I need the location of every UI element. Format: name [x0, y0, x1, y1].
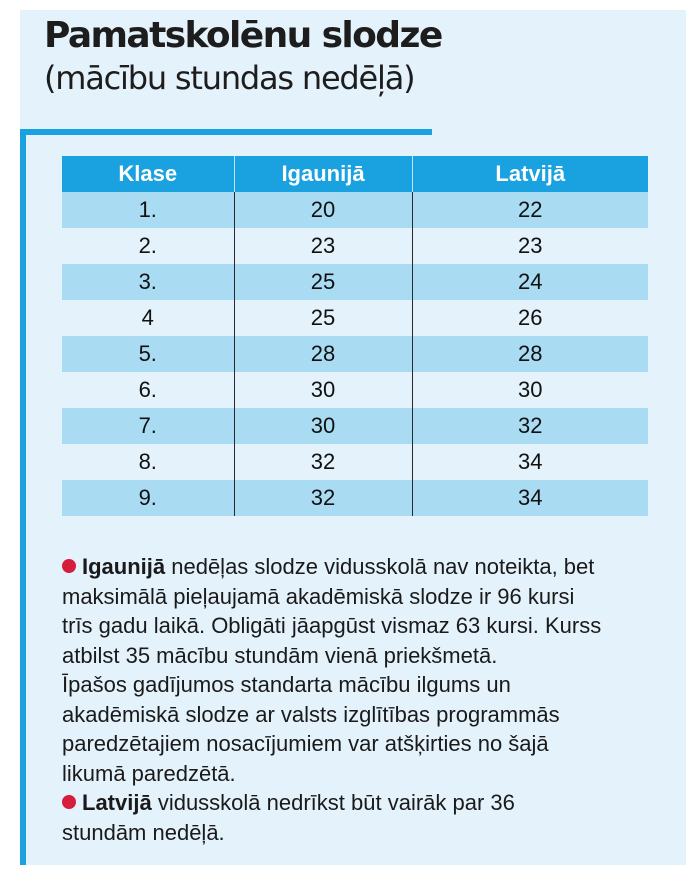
table-row: [62, 444, 648, 480]
cell-klase: 7.: [62, 408, 234, 444]
cell-latvija: 34: [412, 444, 648, 480]
column-header-latvija: Latvijā: [412, 156, 648, 192]
cell-latvija: 34: [412, 480, 648, 516]
cell-klase: 3.: [62, 264, 234, 300]
accent-rule-vertical: [20, 129, 26, 865]
note-line: vidusskolā nedrīkst būt vairāk par 36: [151, 790, 515, 815]
cell-latvija: 26: [412, 300, 648, 336]
note-lead-estonia: Igaunijā: [82, 554, 166, 579]
table-row: [62, 408, 648, 444]
note-line: paredzētajiem nosacījumiem var atšķirties no šajā: [62, 731, 549, 756]
cell-latvija: 22: [412, 192, 648, 228]
note-lead-latvia: Latvijā: [82, 790, 152, 815]
cell-igaunija: 25: [234, 300, 412, 336]
table-row: [62, 480, 648, 516]
cell-igaunija: 20: [234, 192, 412, 228]
table-row: [62, 300, 648, 336]
cell-latvija: 24: [412, 264, 648, 300]
cell-klase: 8.: [62, 444, 234, 480]
page-title: Pamatskolēnu slodze: [44, 15, 442, 56]
cell-latvija: 23: [412, 228, 648, 264]
table-row: [62, 336, 648, 372]
heading-block: [44, 15, 442, 97]
note-line: atbilst 35 mācību stundām vienā priekšmetā.: [62, 642, 498, 668]
table-header-row: [62, 156, 648, 192]
cell-igaunija: 32: [234, 480, 412, 516]
cell-klase: 9.: [62, 480, 234, 516]
table-row: [62, 228, 648, 264]
cell-igaunija: 28: [234, 336, 412, 372]
note-line: akadēmiskā slodze ar valsts izglītības programmās: [62, 701, 560, 727]
note-line: nedēļas slodze vidusskolā nav noteikta, bet: [165, 554, 595, 579]
column-header-igaunija: Igaunijā: [234, 156, 412, 192]
cell-latvija: 28: [412, 336, 648, 372]
cell-igaunija: 25: [234, 264, 412, 300]
bullet-dot-icon: [62, 559, 76, 573]
note-estonia: [62, 552, 662, 788]
cell-igaunija: 32: [234, 444, 412, 480]
cell-igaunija: 30: [234, 372, 412, 408]
note-line: maksimālā pieļaujamā akadēmiskā slodze ir 96 kursi: [62, 583, 575, 609]
note-latvia: [62, 788, 662, 847]
page-subtitle: (mācību stundas nedēļā): [44, 59, 415, 97]
cell-klase: 6.: [62, 372, 234, 408]
cell-klase: 4: [62, 300, 234, 336]
column-header-klase: Klase: [62, 156, 234, 192]
note-line: likumā paredzētā.: [62, 760, 236, 786]
table-row: [62, 264, 648, 300]
accent-rule-horizontal: [20, 129, 432, 135]
note-line: stundām nedēļā.: [62, 819, 225, 845]
cell-igaunija: 30: [234, 408, 412, 444]
notes-block: [62, 552, 662, 847]
note-line: Īpašos gadījumos standarta mācību ilgums un: [62, 672, 511, 697]
cell-klase: 2.: [62, 228, 234, 264]
cell-klase: 1.: [62, 192, 234, 228]
table-row: [62, 372, 648, 408]
workload-table: [62, 156, 648, 516]
table-row: [62, 192, 648, 228]
cell-latvija: 30: [412, 372, 648, 408]
cell-klase: 5.: [62, 336, 234, 372]
cell-latvija: 32: [412, 408, 648, 444]
note-line: trīs gadu laikā. Obligāti jāapgūst vismaz 63 kursi. Kurss: [62, 613, 602, 638]
cell-igaunija: 23: [234, 228, 412, 264]
bullet-dot-icon: [62, 795, 76, 809]
